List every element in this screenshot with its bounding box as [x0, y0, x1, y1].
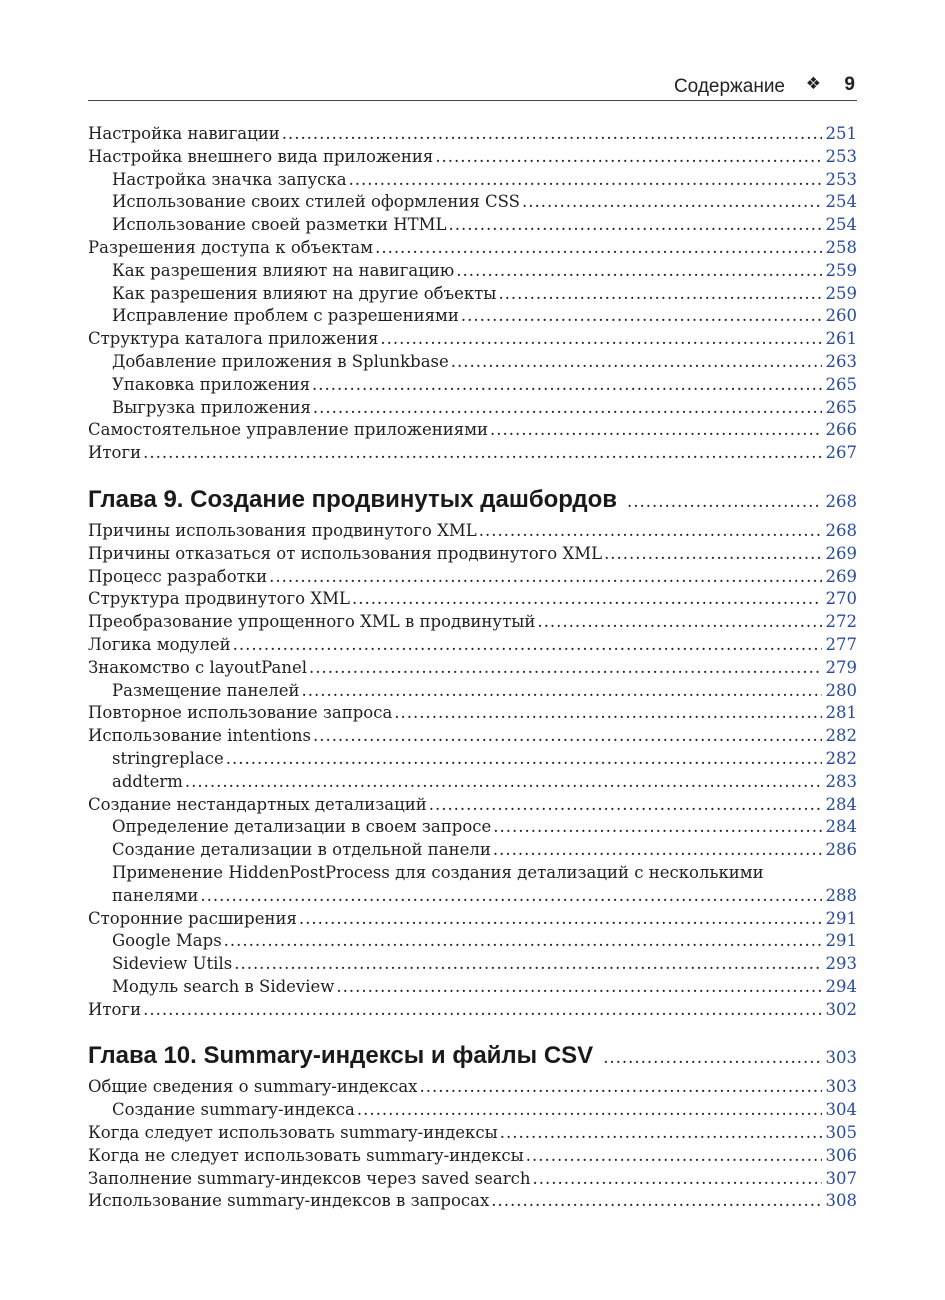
- toc-entry-page: 283: [825, 771, 857, 791]
- toc-entry[interactable]: [88, 169, 857, 192]
- toc-entry-page: 259: [825, 260, 857, 280]
- toc-entry-page: 265: [825, 374, 857, 394]
- toc-entry[interactable]: [88, 397, 857, 420]
- toc-entry-label: Структура каталога приложения: [88, 329, 379, 349]
- toc-entry-page: 270: [825, 589, 857, 609]
- toc-entry[interactable]: [88, 1145, 857, 1168]
- dot-leader: [234, 953, 822, 976]
- toc-entry-label: Упаковка приложения: [112, 374, 311, 394]
- toc-entry-label: Использование intentions: [88, 726, 311, 746]
- dot-leader: [451, 351, 822, 374]
- toc-entry-page: 306: [825, 1145, 857, 1165]
- toc-entry-label: Преобразование упрощенного XML в продвинутый: [88, 612, 536, 632]
- toc-entry[interactable]: [88, 1190, 857, 1213]
- toc-entry-page: 293: [825, 954, 857, 974]
- dot-leader: [312, 374, 822, 397]
- toc-entry[interactable]: [88, 588, 857, 611]
- toc-entry[interactable]: [88, 214, 857, 237]
- dot-leader: [500, 1122, 822, 1145]
- toc-entry[interactable]: [88, 862, 857, 908]
- dot-leader: [185, 771, 822, 794]
- dot-leader: [493, 839, 822, 862]
- toc-entry-page: 291: [825, 931, 857, 951]
- toc-entry-label: Сторонние расширения: [88, 908, 297, 928]
- toc-entry-page: 263: [825, 351, 857, 371]
- dot-leader: [435, 146, 822, 169]
- toc-entry[interactable]: [88, 237, 857, 260]
- toc-entry[interactable]: [88, 260, 857, 283]
- dot-leader: [537, 611, 822, 634]
- dot-leader: [493, 816, 822, 839]
- toc-entry[interactable]: [88, 1076, 857, 1099]
- running-header: [88, 72, 857, 100]
- toc-entry[interactable]: [88, 419, 857, 442]
- dot-leader: [309, 657, 822, 680]
- toc-entry-label: Логика модулей: [88, 634, 231, 654]
- toc-entry-continuation: [112, 885, 857, 908]
- chapter-page: 303: [825, 1048, 857, 1068]
- toc-entry-label: Повторное использование запроса: [88, 703, 393, 723]
- toc-entry-page: 267: [825, 443, 857, 463]
- toc-entry-page: 251: [825, 124, 857, 143]
- dot-leader: [336, 976, 822, 999]
- toc-entry-page: 254: [825, 192, 857, 212]
- toc-entry-label: stringreplace: [112, 748, 224, 768]
- toc-entry[interactable]: [88, 908, 857, 931]
- toc-entry[interactable]: [88, 1168, 857, 1191]
- toc-entry-page: 268: [825, 520, 857, 540]
- toc-entry-page: 282: [825, 748, 857, 768]
- toc-entry-label: addterm: [112, 771, 183, 791]
- dot-leader: [380, 328, 822, 351]
- toc-entry-label: Итоги: [88, 999, 142, 1019]
- toc-entry-label: Использование своих стилей оформления CSS: [112, 192, 520, 212]
- table-of-contents: [88, 123, 857, 1213]
- toc-entry-page: 305: [825, 1123, 857, 1143]
- dot-leader: [233, 634, 822, 657]
- toc-entry-label: Когда следует использовать summary-индексы: [88, 1123, 498, 1143]
- dot-leader: [461, 305, 822, 328]
- toc-entry-label: Настройка внешнего вида приложения: [88, 146, 434, 166]
- toc-entry[interactable]: [88, 1099, 857, 1122]
- toc-entry[interactable]: [88, 748, 857, 771]
- toc-entry-label: Причины использования продвинутого XML: [88, 520, 477, 540]
- toc-entry[interactable]: [88, 1122, 857, 1145]
- toc-entry-page: 308: [825, 1191, 857, 1211]
- toc-entry-page: 280: [825, 680, 857, 700]
- toc-entry-page: 253: [825, 169, 857, 189]
- toc-entry-page: 304: [825, 1100, 857, 1120]
- toc-entry-page: 279: [825, 657, 857, 677]
- chapter-heading[interactable]: [88, 482, 857, 518]
- toc-entry-label: Создание детализации в отдельной панели: [112, 840, 491, 860]
- toc-entry-label: Общие сведения о summary-индексах: [88, 1077, 418, 1097]
- toc-entry-page: 258: [825, 237, 857, 257]
- dot-leader: [224, 930, 822, 953]
- toc-entry-label: Как разрешения влияют на навигацию: [112, 260, 455, 280]
- dot-leader: [627, 484, 820, 520]
- toc-entry-page: 272: [825, 612, 857, 632]
- chapter-page: 268: [825, 491, 857, 511]
- toc-entry[interactable]: [88, 328, 857, 351]
- toc-entry-label: Знакомство с layoutPanel: [88, 657, 308, 677]
- toc-entry[interactable]: [88, 191, 857, 214]
- toc-entry-page: 294: [825, 976, 857, 996]
- toc-entry-page: 284: [825, 794, 857, 814]
- toc-entry-page: 269: [825, 566, 857, 586]
- toc-entry-page: 291: [825, 908, 857, 928]
- toc-entry-page: 259: [825, 283, 857, 303]
- toc-entry-label: Причины отказаться от использования продвинутого XML: [88, 543, 603, 563]
- toc-entry[interactable]: [88, 725, 857, 748]
- toc-entry[interactable]: [88, 442, 857, 465]
- dot-leader: [226, 748, 822, 771]
- toc-entry-label: Модуль search в Sideview: [112, 976, 335, 996]
- toc-entry[interactable]: [88, 702, 857, 725]
- dot-leader: [349, 169, 822, 192]
- toc-entry-label: Размещение панелей: [112, 680, 300, 700]
- toc-entry-label: Добавление приложения в Splunkbase: [112, 351, 449, 371]
- dot-leader: [282, 123, 822, 146]
- toc-entry-page: 254: [825, 215, 857, 235]
- toc-entry[interactable]: [88, 680, 857, 703]
- toc-entry-page: 284: [825, 817, 857, 837]
- toc-entry[interactable]: [88, 351, 857, 374]
- dot-leader: [394, 702, 822, 725]
- toc-entry-label: Структура продвинутого XML: [88, 589, 350, 609]
- toc-entry[interactable]: [88, 976, 857, 999]
- toc-entry-label: Применение HiddenPostProcess для создания детализаций с несколькими: [112, 862, 764, 882]
- toc-entry[interactable]: [88, 999, 857, 1022]
- dot-leader: [302, 680, 823, 703]
- dot-leader: [313, 725, 822, 748]
- dot-leader: [456, 260, 822, 283]
- dot-leader: [143, 442, 822, 465]
- toc-entry[interactable]: [88, 657, 857, 680]
- toc-entry-page: 261: [825, 329, 857, 349]
- dot-leader: [603, 1040, 820, 1076]
- toc-entry[interactable]: [88, 634, 857, 657]
- dot-leader: [522, 191, 822, 214]
- toc-entry-label: Как разрешения влияют на другие объекты: [112, 283, 497, 303]
- dot-leader: [604, 543, 822, 566]
- toc-entry-label: Самостоятельное управление приложениями: [88, 420, 489, 440]
- toc-entry[interactable]: [88, 816, 857, 839]
- toc-entry-page: 281: [825, 703, 857, 723]
- toc-entry-label: Использование summary-индексов в запросах: [88, 1191, 490, 1211]
- toc-entry[interactable]: [88, 305, 857, 328]
- chapter-heading[interactable]: [88, 1038, 857, 1074]
- four-diamond-ornament-icon: ❖: [805, 74, 821, 94]
- toc-entry-label: Создание summary-индекса: [112, 1100, 355, 1120]
- toc-entry-page: 307: [825, 1168, 857, 1188]
- dot-leader: [533, 1168, 822, 1191]
- toc-entry-page: 277: [825, 634, 857, 654]
- dot-leader: [491, 1190, 822, 1213]
- toc-entry-page: 282: [825, 726, 857, 746]
- dot-leader: [498, 283, 822, 306]
- dot-leader: [526, 1145, 822, 1168]
- toc-entry[interactable]: [88, 930, 857, 953]
- toc-entry-label: Настройка навигации: [88, 124, 280, 143]
- header-title: Содержание: [673, 76, 785, 97]
- toc-entry[interactable]: [88, 611, 857, 634]
- toc-entry[interactable]: [88, 123, 857, 146]
- toc-entry-page: 288: [825, 885, 857, 905]
- chapter-title: Глава 9. Создание продвинутых дашбордов: [88, 485, 618, 513]
- toc-entry-label: Настройка значка запуска: [112, 169, 347, 189]
- toc-entry-label: Разрешения доступа к объектам: [88, 237, 374, 257]
- header-rule: [88, 100, 857, 101]
- toc-entry[interactable]: [88, 520, 857, 543]
- dot-leader: [313, 397, 822, 420]
- toc-entry-label: Итоги: [88, 443, 142, 463]
- toc-entry-label: Выгрузка приложения: [112, 397, 311, 417]
- toc-entry-label: Sideview Utils: [112, 954, 233, 974]
- toc-entry[interactable]: [88, 794, 857, 817]
- toc-entry[interactable]: [88, 283, 857, 306]
- dot-leader: [357, 1099, 822, 1122]
- dot-leader: [419, 1076, 822, 1099]
- dot-leader: [479, 520, 822, 543]
- toc-entry-page: 269: [825, 543, 857, 563]
- dot-leader: [449, 214, 823, 237]
- dot-leader: [143, 999, 822, 1022]
- toc-entry-label: Определение детализации в своем запросе: [112, 817, 492, 837]
- dot-leader: [429, 794, 822, 817]
- dot-leader: [490, 419, 822, 442]
- toc-entry[interactable]: [88, 374, 857, 397]
- chapter-title: Глава 10. Summary-индексы и файлы CSV: [88, 1042, 594, 1070]
- toc-entry-label: Когда не следует использовать summary-индексы: [88, 1145, 524, 1165]
- toc-entry[interactable]: [88, 771, 857, 794]
- toc-entry-page: 260: [825, 306, 857, 326]
- toc-entry-label: Процесс разработки: [88, 566, 268, 586]
- dot-leader: [299, 908, 822, 931]
- toc-entry-page: 286: [825, 840, 857, 860]
- toc-entry[interactable]: [88, 543, 857, 566]
- dot-leader: [200, 885, 822, 908]
- toc-entry-page: 303: [825, 1077, 857, 1097]
- page-number: 9: [844, 74, 855, 95]
- toc-entry[interactable]: [88, 146, 857, 169]
- toc-entry-page: 265: [825, 397, 857, 417]
- toc-entry-label: Исправление проблем с разрешениями: [112, 306, 459, 326]
- toc-entry-label: Заполнение summary-индексов через saved search: [88, 1168, 531, 1188]
- toc-entry[interactable]: [88, 953, 857, 976]
- toc-entry-page: 253: [825, 146, 857, 166]
- dot-leader: [352, 588, 822, 611]
- toc-entry-label-cont: панелями: [112, 885, 199, 905]
- toc-entry-label: Google Maps: [112, 931, 222, 951]
- dot-leader: [375, 237, 822, 260]
- toc-entry[interactable]: [88, 839, 857, 862]
- toc-entry[interactable]: [88, 566, 857, 589]
- dot-leader: [269, 566, 822, 589]
- toc-entry-page: 302: [825, 999, 857, 1019]
- toc-entry-label: Создание нестандартных детализаций: [88, 794, 427, 814]
- toc-entry-label: Использование своей разметки HTML: [112, 215, 447, 235]
- toc-entry-page: 266: [825, 420, 857, 440]
